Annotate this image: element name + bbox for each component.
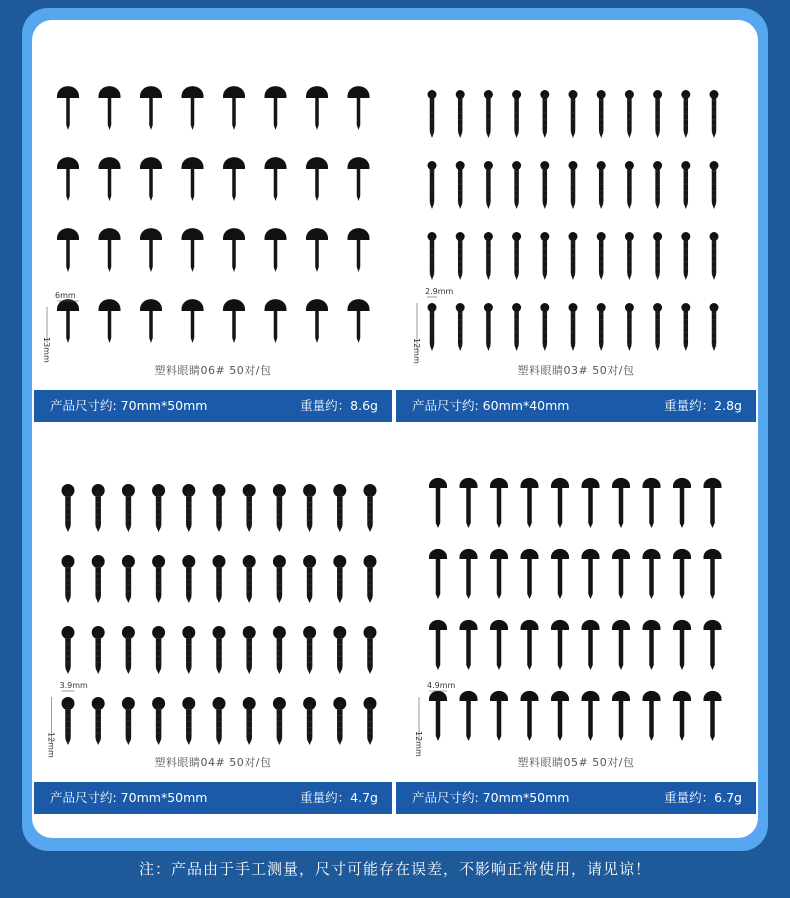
product-panel-03	[396, 70, 756, 425]
safety-eye	[333, 555, 346, 603]
safety-eye	[273, 697, 286, 745]
safety-eye	[540, 232, 549, 280]
safety-eye	[348, 228, 370, 272]
eye-grid-03	[396, 70, 756, 370]
safety-eye	[456, 303, 465, 351]
head-width-label: 2.9mm	[425, 287, 454, 296]
safety-eye	[456, 161, 465, 209]
safety-eye	[490, 620, 508, 670]
safety-eye	[152, 484, 165, 532]
safety-eye	[333, 697, 346, 745]
safety-eye	[456, 90, 465, 138]
safety-eye	[428, 303, 437, 351]
safety-eye	[582, 620, 600, 670]
safety-eye	[490, 478, 508, 528]
safety-eye	[364, 555, 377, 603]
safety-eye	[306, 299, 328, 343]
product-caption: 塑料眼睛03# 50对/包	[517, 364, 635, 377]
safety-eye	[348, 86, 370, 130]
safety-eye	[62, 484, 75, 532]
weight-text: 重量约：4.7g	[300, 790, 378, 805]
safety-eye	[99, 157, 121, 201]
safety-eye	[569, 232, 578, 280]
safety-eye	[182, 299, 204, 343]
safety-eye	[99, 86, 121, 130]
size-text: 产品尺寸约: 70mm*50mm	[412, 790, 570, 805]
safety-eye	[540, 90, 549, 138]
safety-eye	[512, 161, 521, 209]
product-caption: 塑料眼睛05# 50对/包	[517, 756, 635, 769]
safety-eye	[92, 484, 105, 532]
head-width-label: 3.9mm	[59, 681, 88, 690]
safety-eye	[213, 555, 226, 603]
safety-eye	[152, 626, 165, 674]
safety-eye	[429, 620, 447, 670]
safety-eye	[265, 228, 287, 272]
safety-eye	[303, 626, 316, 674]
safety-eye	[681, 303, 690, 351]
safety-eye	[364, 626, 377, 674]
product-panel-05	[396, 462, 756, 817]
safety-eye	[303, 555, 316, 603]
product-caption: 塑料眼睛06# 50对/包	[154, 364, 272, 377]
eye-grid-06	[34, 70, 392, 370]
safety-eye	[243, 484, 256, 532]
safety-eye	[673, 549, 691, 599]
safety-eye	[681, 90, 690, 138]
safety-eye	[428, 161, 437, 209]
safety-eye	[625, 90, 634, 138]
safety-eye	[653, 161, 662, 209]
safety-eye	[569, 303, 578, 351]
safety-eye	[140, 157, 162, 201]
size-text: 产品尺寸约: 70mm*50mm	[50, 790, 208, 805]
safety-eye	[152, 697, 165, 745]
safety-eye	[223, 157, 245, 201]
safety-eye	[213, 626, 226, 674]
size-text: 产品尺寸约: 70mm*50mm	[50, 398, 208, 413]
safety-eye	[490, 691, 508, 741]
safety-eye	[140, 299, 162, 343]
product-caption: 塑料眼睛04# 50对/包	[154, 756, 272, 769]
safety-eye	[333, 626, 346, 674]
outer-frame	[22, 8, 768, 851]
safety-eye	[521, 549, 539, 599]
safety-eye	[265, 157, 287, 201]
safety-eye	[653, 303, 662, 351]
safety-eye	[569, 90, 578, 138]
safety-eye	[333, 484, 346, 532]
product-panel-04	[34, 462, 392, 817]
safety-eye	[653, 90, 662, 138]
safety-eye	[490, 549, 508, 599]
safety-eye	[122, 555, 135, 603]
safety-eye	[673, 691, 691, 741]
safety-eye	[612, 549, 630, 599]
safety-eye	[551, 691, 569, 741]
safety-eye	[673, 620, 691, 670]
eye-grid-05	[396, 462, 756, 762]
safety-eye	[551, 478, 569, 528]
safety-eye	[512, 90, 521, 138]
safety-eye	[681, 161, 690, 209]
safety-eye	[428, 232, 437, 280]
safety-eye	[681, 232, 690, 280]
safety-eye	[460, 478, 478, 528]
safety-eye	[460, 691, 478, 741]
safety-eye	[625, 232, 634, 280]
safety-eye	[182, 157, 204, 201]
safety-eye	[612, 620, 630, 670]
safety-eye	[140, 228, 162, 272]
height-label: 13mm	[42, 337, 51, 363]
content-card	[32, 20, 758, 838]
safety-eye	[460, 620, 478, 670]
safety-eye	[625, 161, 634, 209]
safety-eye	[306, 157, 328, 201]
safety-eye	[456, 232, 465, 280]
safety-eye	[460, 549, 478, 599]
height-label: 12mm	[414, 731, 423, 757]
safety-eye	[364, 484, 377, 532]
safety-eye	[273, 555, 286, 603]
safety-eye	[265, 86, 287, 130]
safety-eye	[213, 697, 226, 745]
height-label: 12mm	[46, 732, 56, 758]
safety-eye	[213, 484, 226, 532]
safety-eye	[582, 691, 600, 741]
safety-eye	[364, 697, 377, 745]
safety-eye	[223, 86, 245, 130]
safety-eye	[303, 484, 316, 532]
safety-eye	[484, 232, 493, 280]
safety-eye	[582, 478, 600, 528]
safety-eye	[521, 478, 539, 528]
safety-eye	[348, 299, 370, 343]
safety-eye	[182, 86, 204, 130]
safety-eye	[512, 232, 521, 280]
size-text: 产品尺寸约: 60mm*40mm	[412, 398, 570, 413]
safety-eye	[62, 555, 75, 603]
safety-eye	[612, 478, 630, 528]
safety-eye	[484, 90, 493, 138]
safety-eye	[306, 228, 328, 272]
safety-eye	[140, 86, 162, 130]
safety-eye	[265, 299, 287, 343]
safety-eye	[551, 549, 569, 599]
safety-eye	[704, 620, 722, 670]
safety-eye	[182, 484, 195, 532]
safety-eye	[57, 299, 79, 343]
safety-eye	[306, 86, 328, 130]
safety-eye	[57, 228, 79, 272]
safety-eye	[551, 620, 569, 670]
safety-eye	[673, 478, 691, 528]
safety-eye	[484, 161, 493, 209]
safety-eye	[182, 626, 195, 674]
safety-eye	[273, 484, 286, 532]
weight-text: 重量约：6.7g	[664, 790, 742, 805]
safety-eye	[597, 232, 606, 280]
safety-eye	[182, 555, 195, 603]
safety-eye	[99, 299, 121, 343]
safety-eye	[348, 157, 370, 201]
safety-eye	[521, 691, 539, 741]
safety-eye	[223, 228, 245, 272]
safety-eye	[540, 161, 549, 209]
safety-eye	[223, 299, 245, 343]
weight-text: 重量约：8.6g	[300, 398, 378, 413]
height-label: 12mm	[412, 338, 421, 364]
safety-eye	[99, 228, 121, 272]
safety-eye	[643, 691, 661, 741]
safety-eye	[710, 303, 719, 351]
safety-eye	[710, 90, 719, 138]
safety-eye	[122, 626, 135, 674]
safety-eye	[429, 478, 447, 528]
safety-eye	[643, 478, 661, 528]
safety-eye	[152, 555, 165, 603]
safety-eye	[704, 691, 722, 741]
safety-eye	[92, 697, 105, 745]
head-width-label: 4.9mm	[427, 681, 456, 690]
spec-bar	[34, 782, 392, 814]
safety-eye	[521, 620, 539, 670]
safety-eye	[57, 86, 79, 130]
safety-eye	[643, 549, 661, 599]
safety-eye	[653, 232, 662, 280]
safety-eye	[597, 161, 606, 209]
safety-eye	[597, 90, 606, 138]
safety-eye	[182, 228, 204, 272]
safety-eye	[512, 303, 521, 351]
spec-bar	[34, 390, 392, 422]
safety-eye	[710, 161, 719, 209]
safety-eye	[429, 549, 447, 599]
safety-eye	[569, 161, 578, 209]
eye-grid-04	[34, 462, 392, 762]
safety-eye	[62, 626, 75, 674]
safety-eye	[704, 478, 722, 528]
safety-eye	[597, 303, 606, 351]
safety-eye	[182, 697, 195, 745]
safety-eye	[582, 549, 600, 599]
safety-eye	[625, 303, 634, 351]
safety-eye	[704, 549, 722, 599]
spec-bar	[396, 390, 756, 422]
safety-eye	[429, 691, 447, 741]
safety-eye	[484, 303, 493, 351]
safety-eye	[92, 626, 105, 674]
safety-eye	[62, 697, 75, 745]
spec-bar	[396, 782, 756, 814]
safety-eye	[273, 626, 286, 674]
safety-eye	[710, 232, 719, 280]
footer-note: 注：产品由于手工测量，尺寸可能存在误差，不影响正常使用，请见谅！	[138, 860, 651, 878]
safety-eye	[122, 697, 135, 745]
safety-eye	[540, 303, 549, 351]
safety-eye	[57, 157, 79, 201]
safety-eye	[612, 691, 630, 741]
safety-eye	[243, 697, 256, 745]
safety-eye	[243, 626, 256, 674]
safety-eye	[243, 555, 256, 603]
head-width-label: 6mm	[55, 291, 76, 300]
weight-text: 重量约：2.8g	[664, 398, 742, 413]
product-panel-06	[34, 70, 392, 425]
safety-eye	[428, 90, 437, 138]
safety-eye	[303, 697, 316, 745]
safety-eye	[643, 620, 661, 670]
safety-eye	[122, 484, 135, 532]
safety-eye	[92, 555, 105, 603]
